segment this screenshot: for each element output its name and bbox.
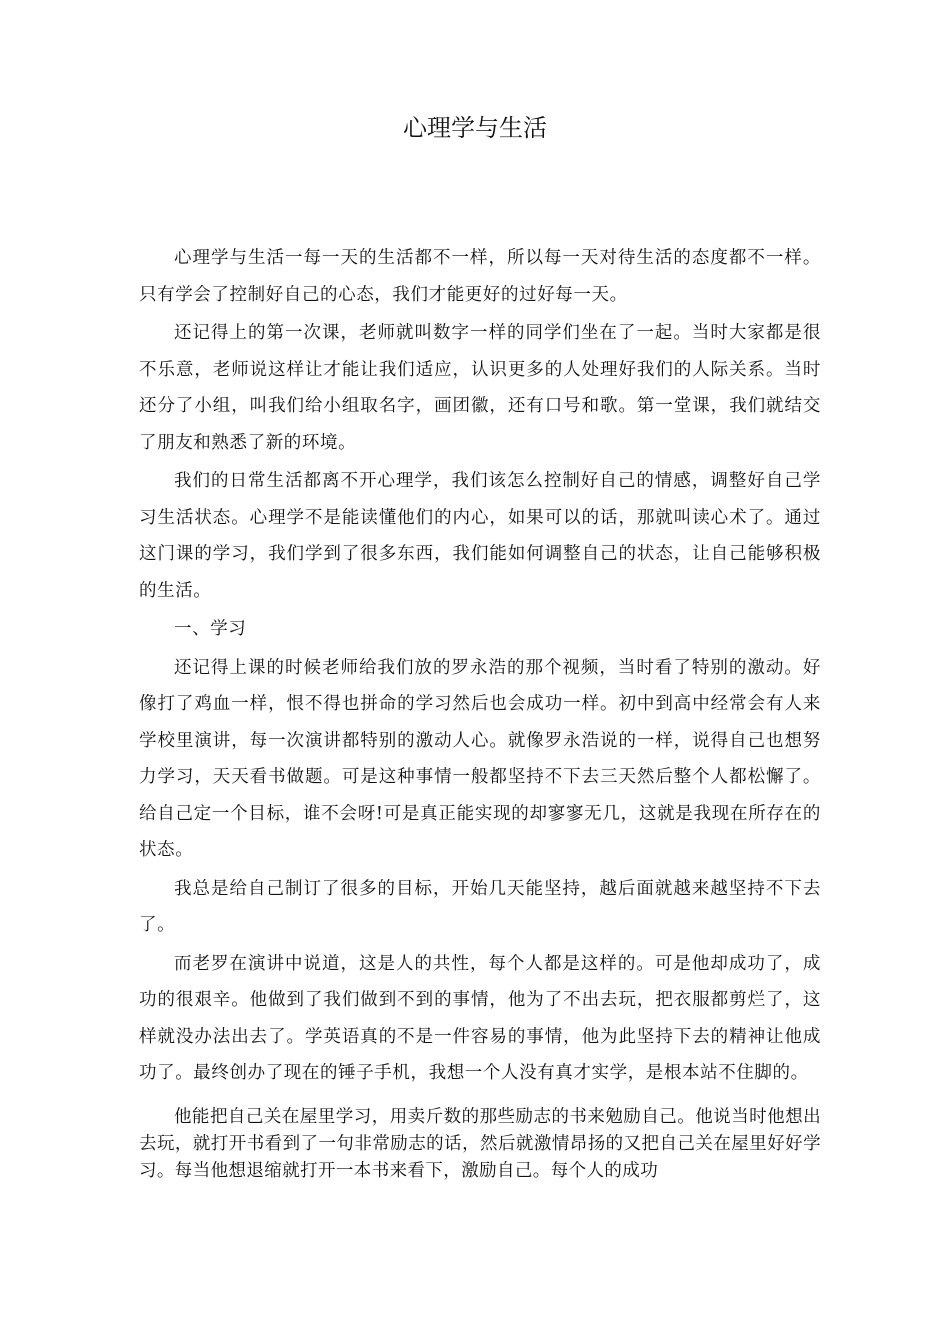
paragraph-first-class: 还记得上的第一次课，老师就叫数字一样的同学们坐在了一起。当时大家都是很不乐意，老师说这样让才能让我们适应，认识更多的人处理好我们的人际关系。当时还分了小组，叫我们给小组取名字，画团徽，还有口号和歌。第一堂课，我们就结交了朋友和熟悉了新的环境。 <box>139 323 821 453</box>
paragraph-goals: 我总是给自己制订了很多的目标，开始几天能坚持，越后面就越来越坚持不下去了。 <box>139 878 821 935</box>
paragraph-lao-luo: 而老罗在演讲中说道，这是人的共性，每个人都是这样的。可是他却成功了，成功的很艰辛。他做到了我们做到不到的事情，他为了不出去玩，把衣服都剪烂了，这样就没办法出去了。学英语真的不是一件容易的事情，他为此坚持下去的精神让他成功了。最终创办了现在的锤子手机，我想一个人没有真才实学，是根本站不住脚的。 <box>139 953 821 1083</box>
paragraph-self-study: 他能把自己关在屋里学习，用卖斤数的那些励志的书来勉励自己。他说当时他想出去玩，就打开书看到了一句非常励志的话，然后就激情昂扬的又把自己关在屋里好好学习。每当他想退缩就打开一本书来看下，激励自己。每个人的成功 <box>139 1106 821 1181</box>
section-heading-study: 一、学习 <box>174 619 247 639</box>
paragraph-video: 还记得上课的时候老师给我们放的罗永浩的那个视频，当时看了特别的激动。好像打了鸡血一样，恨不得也拼命的学习然后也会成功一样。初中到高中经常会有人来学校里演讲，每一次演讲都特别的激动人心。就像罗永浩说的一样，说得自己也想努力学习，天天看书做题。可是这种事情一般都坚持不下去三天然后整个人都松懈了。给自己定一个目标，谁不会呀!可是真正能实现的却寥寥无几，这就是我现在所存在的状态。 <box>139 657 821 860</box>
paragraph-daily-life: 我们的日常生活都离不开心理学，我们该怎么控制好自己的情感，调整好自己学习生活状态。心理学不是能读懂他们的内心，如果可以的话，那就叫读心术了。通过这门课的学习，我们学到了很多东西，我们能如何调整自己的状态，让自己能够积极的生活。 <box>139 471 821 601</box>
document-title: 心理学与生活 <box>403 114 547 142</box>
paragraph-intro: 心理学与生活一每一天的生活都不一样，所以每一天对待生活的态度都不一样。只有学会了控制好自己的心态，我们才能更好的过好每一天。 <box>139 248 821 305</box>
document-body <box>139 240 821 1187</box>
